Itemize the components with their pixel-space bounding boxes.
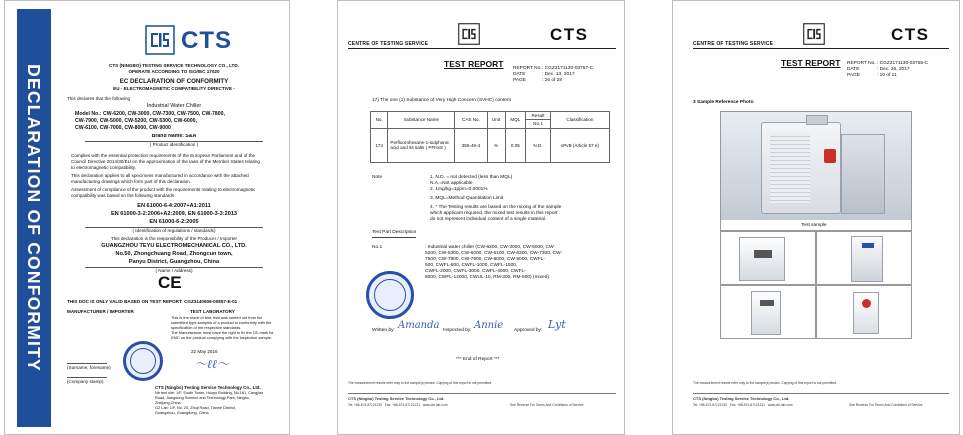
note-line: 4. * The Testing results are based on the mixing of the sample [430,205,562,210]
manufacturer-address: Panyu District, Guangzhou, China [128,259,220,265]
footer-line: GZ Lab: 1/F, No. 20, Zhuji Road, Tianhe District, [155,406,236,410]
report-no-label: REPORT No. [513,66,542,71]
no1-line: 500, CWFL-800, CWFL-1000, CWFL-1500, [425,263,518,268]
chiller-unit-image [739,237,785,281]
footer-line: Road, Jiangdong Science and Technology Park, Ningbo, [155,396,250,400]
svhc-table [370,111,610,163]
test-part-label: Test Part Description [372,230,417,235]
centre-label: CENTRE OF TESTING SERVICE [693,41,774,47]
written-by-label: Written by: [372,328,395,333]
product-name: Industrial Water Chiller [146,103,202,109]
page-label: PAGE [513,78,526,83]
table-header: MQL [505,112,526,129]
lab-text: This is the result of test, that was carried out from the [171,316,263,320]
responsibility-line: This declaration is the responsibility of the Producer / Importer [110,236,238,241]
chiller-side-image [841,134,885,214]
note-label: Note [372,175,383,180]
standard-line: EN 61000-3-2:2006+A2:2009, EN 61000-3-3:2013 [110,211,238,217]
footer-terms: See Reverse For Terms And Conditions of Service [510,403,584,407]
report-title: TEST REPORT [444,59,504,69]
written-signature: Amanda [398,320,440,331]
report-date: : Dec. 26, 2017 [877,67,910,72]
no1-line: 5200, CW-5300, CW-6000, CW-6100, CW-6300, CW-7300, CW- [425,251,563,256]
declaration-document [4,0,290,435]
report-no-label: REPORT No. [847,61,876,66]
name-address-label: ( Name / Address) [155,268,193,273]
chiller-unit-image [851,236,883,282]
manufacturer-address: No.50, Zhongchuang Road, Zhongcun town, [115,251,233,257]
model-line-2: CW-7900, CW-5000, CW-5200, CW-5300, CW-6000, [75,118,198,124]
cts-logo-icon [803,23,825,45]
note-line: 2. 1mg/kg=1ppm=0.0001% [430,187,488,192]
declaration-title: EC DECLARATION OF CONFORMITY [119,78,229,85]
test-report-svhc [337,0,625,435]
table-header: Classification [550,112,609,129]
footer-company: CTS (Ningbo) Testing Service Technology Co., Ltd. [348,396,445,401]
table-cell: N.D. [526,128,551,162]
report-page: : 10 of 11 [877,73,897,78]
ce-mark: CE [158,273,182,292]
date-label: DATE [513,72,526,77]
valid-report-line: THIS DOC IS ONLY VALID BASED ON TEST REPORT: CGZ3140606-00857-E-01 [67,299,238,304]
complies-line: Council Directive 2014/30/EU on the approximation of the laws of the Member States relating [71,159,260,164]
footer-address: Tel: +86-574-87121230 Fax: +86-574-87121231 www.cts-lab.com [693,403,793,407]
no1-line: : Industrial water chiller (CW-6200, CW-3000, CW-5000, CW- [425,245,556,250]
report-title: TEST REPORT [781,58,841,68]
cts-logo-word: CTS [181,27,232,54]
surname-label: (Surname, forename) [67,365,111,370]
photo-cell [816,231,912,285]
complies-line: manufacturing drawings which form part of this declaration. [71,179,192,184]
table-cell: Perfluorohexane-1-sulphonic acid and its salts ( PFHxS ) [388,128,455,162]
product-identification: ( Product identification ) [149,142,199,147]
table-cell: 174 [371,128,388,162]
table-cell: 0.05 [505,128,526,162]
table-subheader: No.1 [526,120,551,128]
footer-line: Nb test site: 1/F, South Tower, Huoyu Building, No.161, Cangjiao [155,391,264,395]
sign-date: 22 May 2016 [191,349,218,354]
inspected-by-label: Inspected by: [443,328,472,333]
lab-text: EMC on the product complying with the inspection sample. [171,336,272,340]
table-cell: 355-46-4 [455,128,487,162]
note-line: N.A.=Not applicable [430,181,473,186]
official-seal [366,271,414,319]
signature: ～ℓℓ～ [195,357,229,371]
report-no: : CGZ3171130-03755-C [877,61,929,66]
cts-logo-word: CTS [891,25,930,44]
chiller-unit-image [853,292,879,334]
table-cell: vPvB (Article 57 e) [550,128,609,162]
inspected-signature: Annie [474,320,504,331]
no1-label: No.1 [372,245,383,250]
cts-logo-word: CTS [550,25,589,44]
directive-line: EU - ELECTROMAGNETIC COMPATIBILITY DIRECTIVE - [113,86,235,91]
section-heading: 3 Sample Reference Photo [693,100,754,105]
photo-cell [816,285,912,339]
complies-line: Assessment of compliance of the product with the requirements relating to electromagnetic [71,187,256,192]
table-header: No. [371,112,388,129]
manufacturer-name: GUANGZHOU TEYU ELECTROMECHANICAL CO., LTD. [101,243,247,249]
footer-terms: See Reverse For Terms And Conditions of Service [849,403,923,407]
table-header: Substance Name [388,112,455,129]
standard-line: EN 61000-6-4:2007+A1:2011 [137,203,211,209]
cts-logo-icon [458,23,480,45]
official-seal [123,341,163,381]
iso-line: OPERATE ACCORDING TO ISO/IEC 17020 [128,69,220,74]
model-line-3: CW-6100, CW-7000, CW-8000, CW-9000 [75,125,171,131]
end-of-report: *** End of Report *** [456,357,500,362]
footer-line: Zhejiang,China [155,401,181,405]
note-line: do not represent individual content of a single material. [430,217,547,222]
lab-text: submitted type-samples of a product in conformity with the [171,321,272,325]
complies-line: to electromagnetic compatibility. [71,165,137,170]
page-label: PAGE [847,73,860,78]
lab-text: specification of the respective standards. [171,326,242,330]
cts-logo [145,25,287,59]
report-date: : Dec. 13, 2017 [542,72,575,77]
footer-company: CTS (Ningbo) Testing Service Technology Co., Ltd. [693,396,790,401]
approved-by-label: Approved by: [514,328,543,333]
manufacturer-label: MANUFACTURER / IMPORTER [67,309,134,314]
no1-line: 8000, CWFL-12000, CWUL-10, RM-300, RM-500) (mixed) [425,275,549,280]
no1-line: 7500, CW-7800, CW-7900, CW-8000, CW-9000, CWFL- [425,257,545,262]
complies-line: Complies with the essential protection requirements of the European Parliament and of the [71,153,256,158]
test-report-photos [672,0,960,435]
table-cell: % [487,128,505,162]
stamp-label: (Company stamp) [67,379,104,384]
photo-caption: Test sample [801,223,827,228]
test-lab-label: TEST LABORATORY [190,309,235,314]
declaration-sidebar [17,9,51,427]
standards-identification: ( Identification of regulations / standards) [132,228,216,233]
lab-text: The Manufacturer must have the right to fix the CE-mark for [171,331,274,335]
complies-line: This declaration applies to all specimens manufactured in accordance with the attached [71,173,249,178]
svhc-heading: 17) The one (1) Substance of Very High Concern (SVHC) content [372,98,511,103]
date-label: DATE [847,67,860,72]
cts-logo-icon [145,25,175,55]
chiller-unit-image [751,291,781,335]
photo-cell [720,285,816,339]
company-name: CTS (NINGBO) TESTING SERVICE TECHNOLOGY CO., LTD. [109,63,239,68]
footer-address: Tel: +86-574-87121230 Fax: +86-574-87121231 www.cts-lab.com [348,403,448,407]
main-photo-cell [720,111,912,231]
sample-photo [721,112,911,220]
table-header: CAS No. [455,112,487,129]
chiller-unit-image [761,122,841,214]
approved-signature: Lyt [548,318,566,331]
brand-name: Brand Name: S&A [151,134,197,139]
standard-line: EN 61000-6-2:2005 [149,219,199,225]
no1-line: CWFL-2000, CWFL-3000, CWFL-4000, CWFL- [425,269,526,274]
table-header: Result [526,112,551,120]
note-line: 3. MQL=Method Quantitation Limit [430,196,504,201]
sidebar-title: DECLARATION OF CONFORMITY [24,64,44,372]
centre-label: CENTRE OF TESTING SERVICE [348,41,429,47]
report-page: : 26 of 28 [542,78,563,83]
footer-fineprint: The measurement results refer only to the sample(s) tested. Copying of this report is not permitted. [693,381,838,385]
table-header: Unit [487,112,505,129]
footer-fineprint: The measurement results refer only to the sample(s) tested. Copying of this report is not permitted. [348,381,493,385]
complies-line: compatibility was based on the following standards [71,193,175,198]
model-line-1: Model No.: CW-6200, CW-3000, CW-7300, CW-7500, CW-7800, [75,111,225,117]
note-line: 1. N.D. = not detected (less than MQL) [430,175,513,180]
declares-line: This declares that the following [67,96,131,101]
footer-line: Guangzhou, Guangdong, China [155,411,209,415]
note-line: which applicant required, the mixed test results in this report [430,211,558,216]
report-no: : CGZ3171130-03757-C [542,66,594,71]
footer-company: CTS (Ningbo) Testing Service Technology Co., Ltd. [155,385,261,390]
photo-cell [720,231,816,285]
